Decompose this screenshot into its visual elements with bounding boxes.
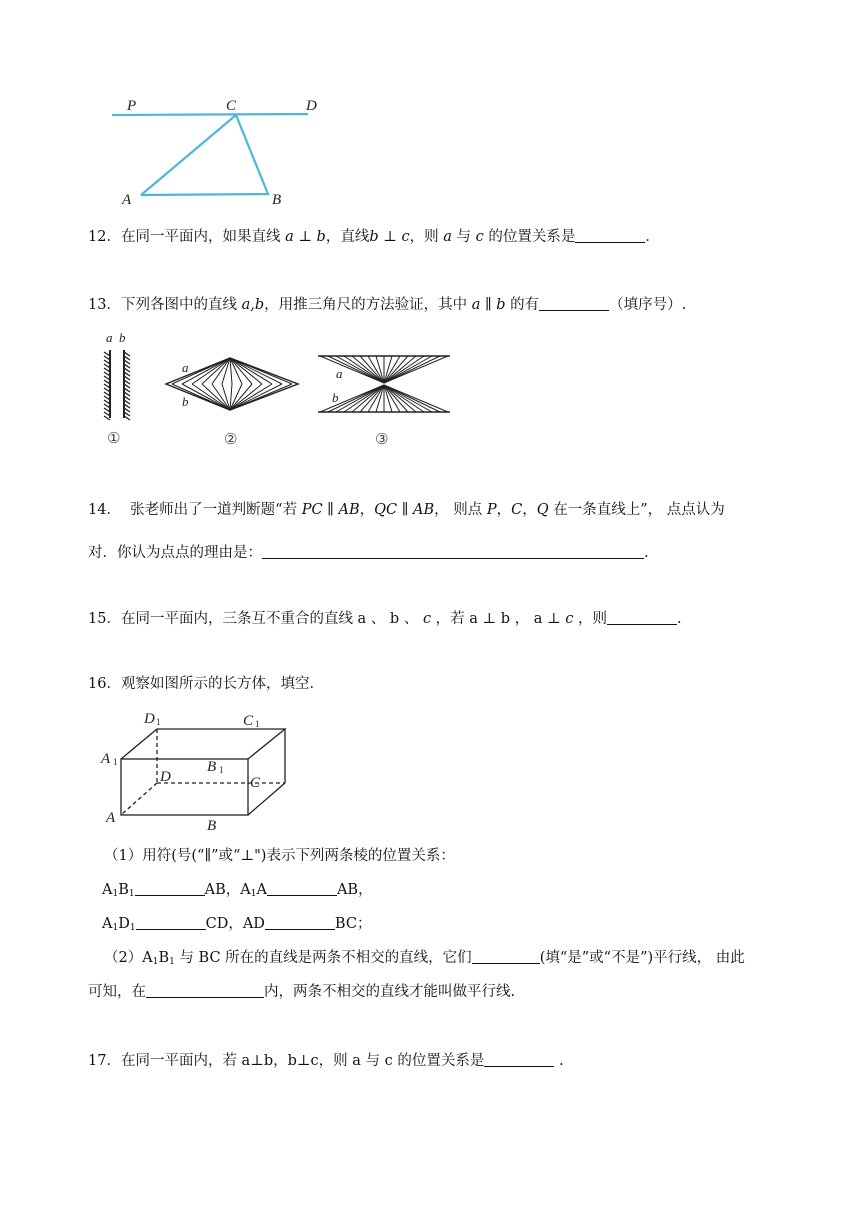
q16-row2 (102, 915, 371, 933)
fig13-number-2: ② (224, 430, 238, 448)
q12-text: 的位置关系是 (488, 229, 576, 245)
q16-text: CD，AD (205, 916, 265, 932)
q16-text: AB，A (204, 882, 251, 898)
fig13-1-label-a: a (106, 330, 113, 345)
q16-text: A (256, 882, 267, 898)
q12-math: b ⊥ c (369, 229, 410, 245)
q16-part2-line2 (88, 983, 515, 1000)
q14-math: C (511, 502, 523, 518)
q13-math: a,b (241, 297, 265, 313)
q16-text: 与 BC 所在的直线是两条不相交的直线，它们 (174, 950, 472, 966)
q16-blank-3[interactable] (136, 915, 206, 930)
q16-blank-2[interactable] (267, 881, 337, 896)
q16-sub: 1 (129, 923, 136, 933)
q12-text: ，则 (409, 229, 439, 245)
cuboid-label-b: B (207, 818, 217, 834)
q12-text: ． (645, 229, 660, 245)
cuboid-label-d: D (160, 769, 171, 785)
q16-sub: 1 (112, 923, 119, 933)
label-d: D (306, 98, 317, 114)
cuboid-label-a: A (106, 810, 116, 826)
q16-text: A (102, 882, 113, 898)
q16-text: BC； (334, 916, 372, 932)
q16-part1 (104, 849, 455, 864)
q16-blank-6[interactable] (146, 983, 264, 998)
q14-math: P (486, 502, 497, 518)
q16-blank-1[interactable] (135, 881, 205, 896)
q13-math: a ∥ b (471, 297, 506, 313)
q13-number: 13． (88, 297, 121, 313)
q16-text: (填“是”或“不是”)平行线， 由此 (539, 950, 745, 966)
q17-text: . (554, 1053, 564, 1069)
q13-text: （填序号）. (609, 297, 687, 313)
q15-math: c (422, 611, 432, 627)
label-p: P (127, 98, 137, 114)
q14-math: Q (536, 502, 549, 518)
q15-math: c (565, 611, 574, 627)
fig13-3-label-b: b (332, 390, 339, 405)
q14-text: ， 则点 (434, 502, 483, 518)
q15-text: ，则 (578, 611, 608, 627)
q16-text: （2）A (104, 950, 153, 966)
q17-number: 17． (88, 1053, 121, 1069)
q14-text: . (644, 545, 649, 561)
q13-text: ，用推三角尺的方法验证，其中 (264, 297, 468, 313)
q16-text: A (102, 916, 113, 932)
q16-text: D (118, 916, 130, 932)
label-b: B (272, 192, 282, 208)
q16-sub: 1 (112, 889, 119, 899)
q15-text: . (677, 611, 682, 627)
q14-text: 对．你认为点点的理由是： (88, 545, 262, 561)
q12-math: c (475, 229, 484, 245)
q16-sub: 1 (250, 889, 257, 899)
q12-text: 与 (456, 229, 471, 245)
q12-number: 12． (88, 229, 121, 245)
q12-math: a ⊥ b (285, 229, 326, 245)
label-a: A (122, 192, 132, 208)
q16-number: 16． (88, 676, 121, 692)
q14-text: ， (522, 502, 537, 518)
q14-text: ， (359, 502, 375, 518)
q15-number: 15． (88, 611, 121, 627)
fig13-2-label-b: b (182, 394, 189, 409)
q16-text: B (118, 882, 129, 898)
q16-text: 内，两条不相交的直线才能叫做平行线. (264, 984, 516, 1000)
q12-math: a (443, 229, 452, 245)
q14-number: 14． (88, 502, 121, 518)
q14-text: 张老师出了一道判断题“若 (130, 502, 298, 518)
q16-blank-5[interactable] (472, 949, 540, 964)
q16-sub: 1 (169, 957, 175, 967)
q14-math: PC ∥ AB (301, 502, 360, 518)
cuboid-label-d1: D (144, 711, 155, 727)
fig13-1-label-b: b (119, 330, 126, 345)
q16-text: B (158, 950, 170, 966)
q16-row1 (102, 881, 373, 899)
q13-text: 下列各图中的直线 (120, 297, 237, 313)
cuboid-sub: 1 (156, 717, 161, 727)
q16-text: 观察如图所示的长方体，填空． (120, 676, 324, 692)
q14-math: QC ∥ AB (374, 502, 435, 518)
q13-text: 的有 (510, 297, 540, 313)
q12-text: ，直线 (325, 229, 370, 245)
q16-text: 可知，在 (88, 984, 146, 1000)
q16-sub: 1 (128, 889, 135, 899)
fig13-2-label-a: a (182, 360, 189, 375)
cuboid-label-a1: A (101, 751, 111, 767)
fig13-number-1: ① (107, 429, 121, 447)
q16-sub: 1 (152, 957, 159, 967)
q17-answer-blank[interactable] (484, 1052, 554, 1067)
cuboid-sub: 1 (255, 719, 260, 729)
cuboid-sub: 1 (113, 757, 118, 767)
q14-text: ， (496, 502, 512, 518)
q15-text: 在同一平面内，三条互不重合的直线 a 、 b 、 (120, 611, 419, 627)
q16-blank-4[interactable] (265, 915, 335, 930)
cuboid-sub: 1 (219, 765, 224, 775)
q14-text: 在一条直线上”， 点点认为 (553, 502, 725, 518)
cuboid-label-c1: C (243, 713, 254, 729)
q16-text: （1）用符(号(“∥”或“⊥")表示下列两条棱的位置关系： (104, 848, 455, 864)
q12-text: 在同一平面内，如果直线 (120, 229, 281, 245)
question-17 (88, 1052, 564, 1069)
q17-text: 在同一平面内，若 a⊥b，b⊥c，则 a 与 c 的位置关系是 (120, 1053, 485, 1069)
cuboid-label-b1: B (207, 759, 217, 775)
q16-text: AB， (336, 882, 373, 898)
fig13-number-3: ③ (375, 430, 389, 448)
label-c: C (226, 98, 237, 114)
fig13-3-label-a: a (336, 366, 343, 381)
cuboid-label-c: C (250, 775, 261, 791)
q15-text: ，若 a ⊥ b ， a ⊥ (435, 611, 561, 627)
q16-part2 (104, 949, 745, 967)
